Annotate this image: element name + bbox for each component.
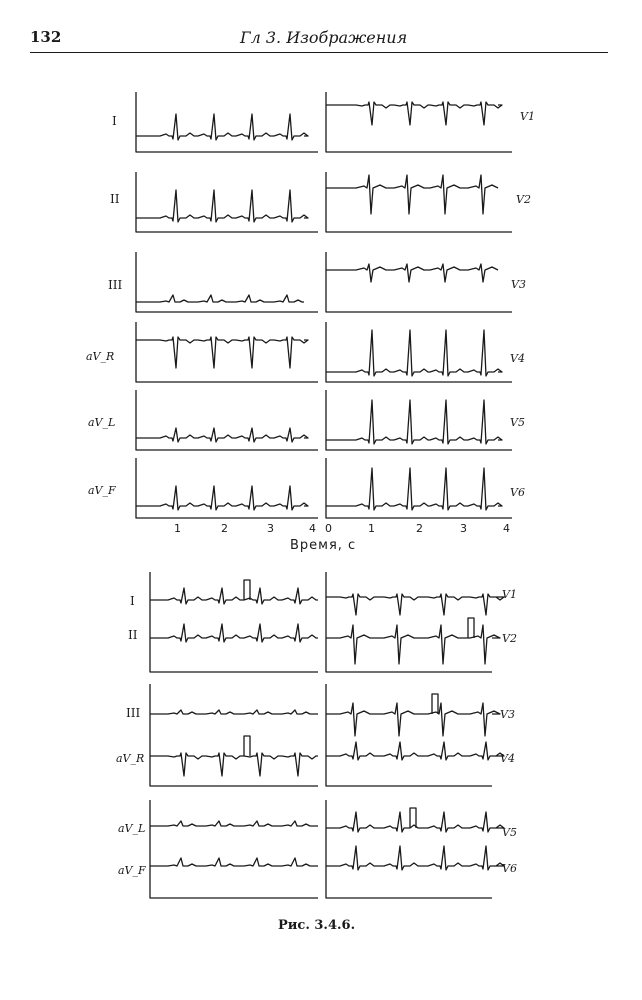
ecg-trace (136, 486, 308, 510)
fig1-lead-label: aV_F (88, 484, 116, 497)
fig2-lead-label: aV_F (118, 864, 146, 877)
x-tick-label: 0 (325, 522, 332, 535)
ecg-trace (150, 588, 318, 604)
x-tick-label: 2 (221, 522, 228, 535)
fig1-lead-label: V1 (520, 110, 535, 123)
fig1-lead-label: V4 (510, 352, 525, 365)
calibration-pulse (244, 580, 250, 600)
figure-caption: Рис. 3.4.6. (278, 918, 356, 933)
ecg-trace (326, 102, 502, 125)
fig1-lead-label: V6 (510, 486, 525, 499)
fig1-lead-label: V2 (516, 193, 531, 206)
fig2-lead-label: aV_R (116, 752, 145, 765)
fig2-lead-label: V6 (502, 862, 517, 875)
ecg-trace (326, 846, 504, 870)
ecg-trace (326, 742, 504, 760)
fig2-lead-label: V1 (502, 588, 517, 601)
ecg-trace (136, 428, 308, 442)
panel-frame (136, 252, 318, 312)
running-header: Гл 3. Изображения (240, 28, 408, 47)
ecg-trace (326, 400, 502, 444)
x-tick-label: 2 (416, 522, 423, 535)
panel-frame (326, 458, 512, 518)
x-tick-label: 4 (309, 522, 316, 535)
fig2-lead-label: I (130, 594, 135, 608)
fig1-lead-label: III (108, 278, 123, 292)
x-tick-label: 1 (368, 522, 375, 535)
ecg-trace (150, 710, 318, 714)
panel-frame (136, 390, 318, 450)
calibration-pulse (468, 618, 474, 638)
fig2-lead-label: aV_L (118, 822, 146, 835)
ecg-trace (136, 190, 308, 222)
panel-frame (150, 572, 318, 672)
fig2-lead-label: II (128, 628, 138, 642)
ecg-trace (136, 295, 304, 302)
fig1-lead-label: I (112, 114, 117, 128)
panel-frame (326, 800, 492, 898)
ecg-trace (136, 114, 308, 140)
panel-frame (326, 684, 492, 786)
calibration-pulse (432, 694, 438, 714)
x-tick-label: 1 (174, 522, 181, 535)
ecg-trace (150, 858, 318, 866)
ecg-trace (326, 703, 500, 736)
fig1-lead-label: aV_R (86, 350, 115, 363)
ecg-trace (326, 594, 504, 615)
panel-frame (150, 684, 318, 786)
x-tick-label: 4 (503, 522, 510, 535)
fig2-lead-label: III (126, 706, 141, 720)
fig2-lead-label: V3 (500, 708, 515, 721)
x-axis-title: Время, с (290, 538, 357, 553)
panel-frame (326, 252, 512, 312)
fig2-lead-label: V5 (502, 826, 517, 839)
calibration-pulse (244, 736, 250, 756)
ecg-trace (326, 264, 498, 282)
fig1-lead-label: II (110, 192, 120, 206)
panel-frame (326, 572, 492, 672)
panel-frame (150, 800, 318, 898)
fig1-lead-label: V3 (511, 278, 526, 291)
x-tick-label: 3 (460, 522, 467, 535)
fig2-lead-label: V2 (502, 632, 517, 645)
page-number: 132 (30, 28, 62, 46)
panel-frame (326, 390, 512, 450)
ecg-trace (150, 753, 318, 776)
fig1-lead-label: V5 (510, 416, 525, 429)
ecg-trace (326, 175, 498, 214)
ecg-trace (150, 624, 318, 642)
ecg-trace (326, 468, 502, 510)
ecg-trace (150, 821, 318, 826)
ecg-trace (326, 330, 502, 376)
fig1-lead-label: aV_L (88, 416, 116, 429)
x-tick-label: 3 (267, 522, 274, 535)
ecg-trace (136, 337, 308, 368)
fig2-lead-label: V4 (500, 752, 515, 765)
ecg-trace (326, 812, 504, 832)
